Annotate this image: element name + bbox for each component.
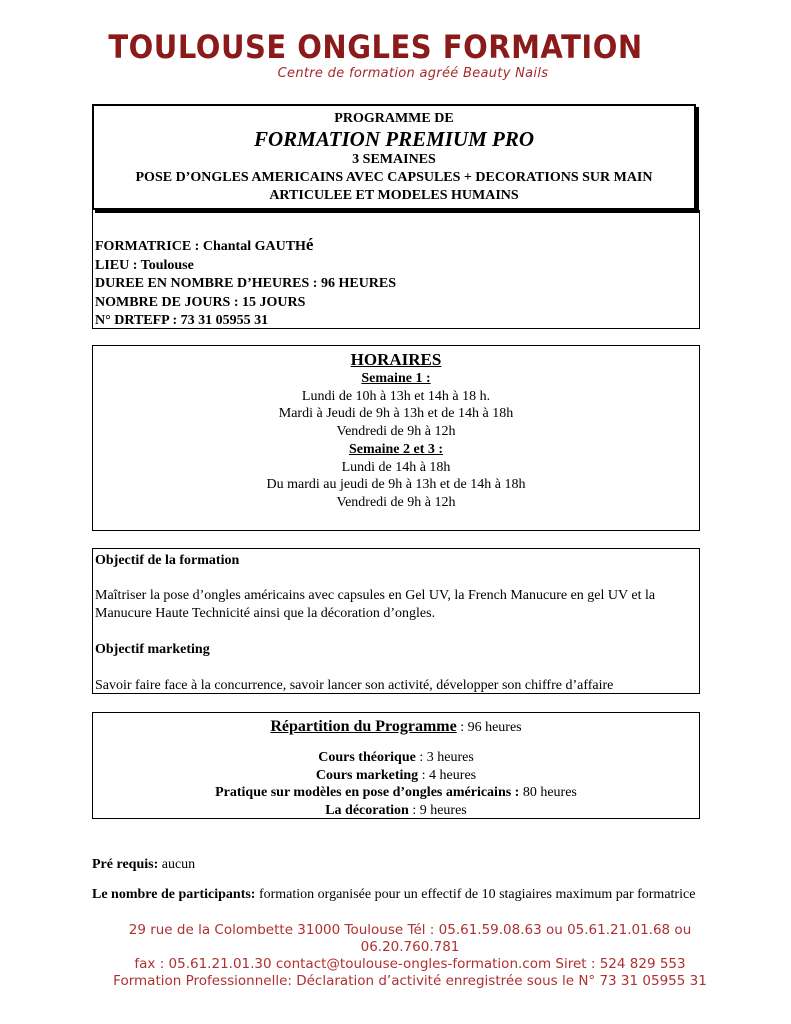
- duree-line: DUREE EN NOMBRE D’HEURES : 96 HEURES: [95, 276, 397, 291]
- prerequis-line: Pré requis: aucun: [92, 857, 196, 872]
- formatrice-line: FORMATRICE : Chantal GAUTHé: [95, 235, 314, 254]
- footer-declaration: Formation Professionnelle: Déclaration d’activité enregistrée sous le N° 73 31 05955 31: [113, 973, 707, 989]
- repartition-item: Cours théorique : 3 heures: [318, 750, 474, 765]
- week23-line: Du mardi au jeudi de 9h à 13h et de 14h à 18h: [266, 477, 526, 493]
- week23-line: Vendredi de 9h à 12h: [336, 494, 456, 510]
- week1-title: Semaine 1 :: [361, 371, 431, 386]
- logo-subtitle: Centre de formation agréé Beauty Nails: [277, 66, 549, 81]
- drtefp-line: N° DRTEFP : 73 31 05955 31: [95, 313, 269, 328]
- program-header-box: [92, 104, 696, 210]
- jours-line: NOMBRE DE JOURS : 15 JOURS: [95, 294, 306, 310]
- week23-line: Lundi de 14h à 18h: [341, 459, 451, 475]
- info-box: [92, 210, 700, 329]
- header-description-1: POSE D’ONGLES AMERICAINS AVEC CAPSULES + DECORATIONS SUR MAIN: [135, 170, 653, 185]
- objectif-formation-text: Maîtriser la pose d’ongles américains avec capsules en Gel UV, la French Manucure en gel UV et la Manucure Haute Technicité ainsi que la décoration d’ongles.: [95, 588, 656, 621]
- week1-line: Mardi à Jeudi de 9h à 13h et de 14h à 18h: [278, 406, 514, 422]
- week1-line: Lundi de 10h à 13h et 14h à 18 h.: [301, 388, 491, 404]
- lieu-line: LIEU : Toulouse: [95, 257, 194, 273]
- logo-title: TOULOUSE ONGLES FORMATION: [108, 28, 643, 66]
- header-program-title: FORMATION PREMIUM PRO: [253, 127, 535, 151]
- objectif-marketing-title: Objectif marketing: [95, 642, 210, 657]
- objectif-formation-title: Objectif de la formation: [95, 553, 240, 568]
- repartition-item: La décoration : 9 heures: [325, 802, 467, 818]
- header-duration: 3 SEMAINES: [352, 152, 436, 167]
- horaires-title: HORAIRES: [350, 350, 442, 369]
- objectif-marketing-text: Savoir faire face à la concurrence, savoir lancer son activité, développer son chiffre d’affaire: [95, 678, 614, 693]
- header-description-2: ARTICULEE ET MODELES HUMAINS: [269, 188, 519, 203]
- repartition-title: Répartition du Programme : 96 heures: [270, 718, 522, 735]
- objectifs-box: [92, 548, 700, 694]
- horaires-box: [92, 345, 700, 531]
- participants-line: Le nombre de participants: formation organisée pour un effectif de 10 stagiaires maximum par formatrice: [92, 887, 696, 902]
- repartition-box: [92, 712, 700, 819]
- week1-line: Vendredi de 9h à 12h: [336, 424, 456, 440]
- repartition-item: Cours marketing : 4 heures: [315, 767, 477, 783]
- footer-contact: fax : 05.61.21.01.30 contact@toulouse-ongles-formation.com Siret : 524 829 553: [134, 956, 686, 972]
- week23-title: Semaine 2 et 3 :: [348, 441, 444, 457]
- footer-address: 29 rue de la Colombette 31000 Toulouse Tél : 05.61.59.08.63 ou 05.61.21.01.68 ou 06.20.760.781: [128, 922, 692, 955]
- repartition-item: Pratique sur modèles en pose d’ongles américains : 80 heures: [215, 785, 577, 801]
- header-line-1: PROGRAMME DE: [334, 111, 454, 126]
